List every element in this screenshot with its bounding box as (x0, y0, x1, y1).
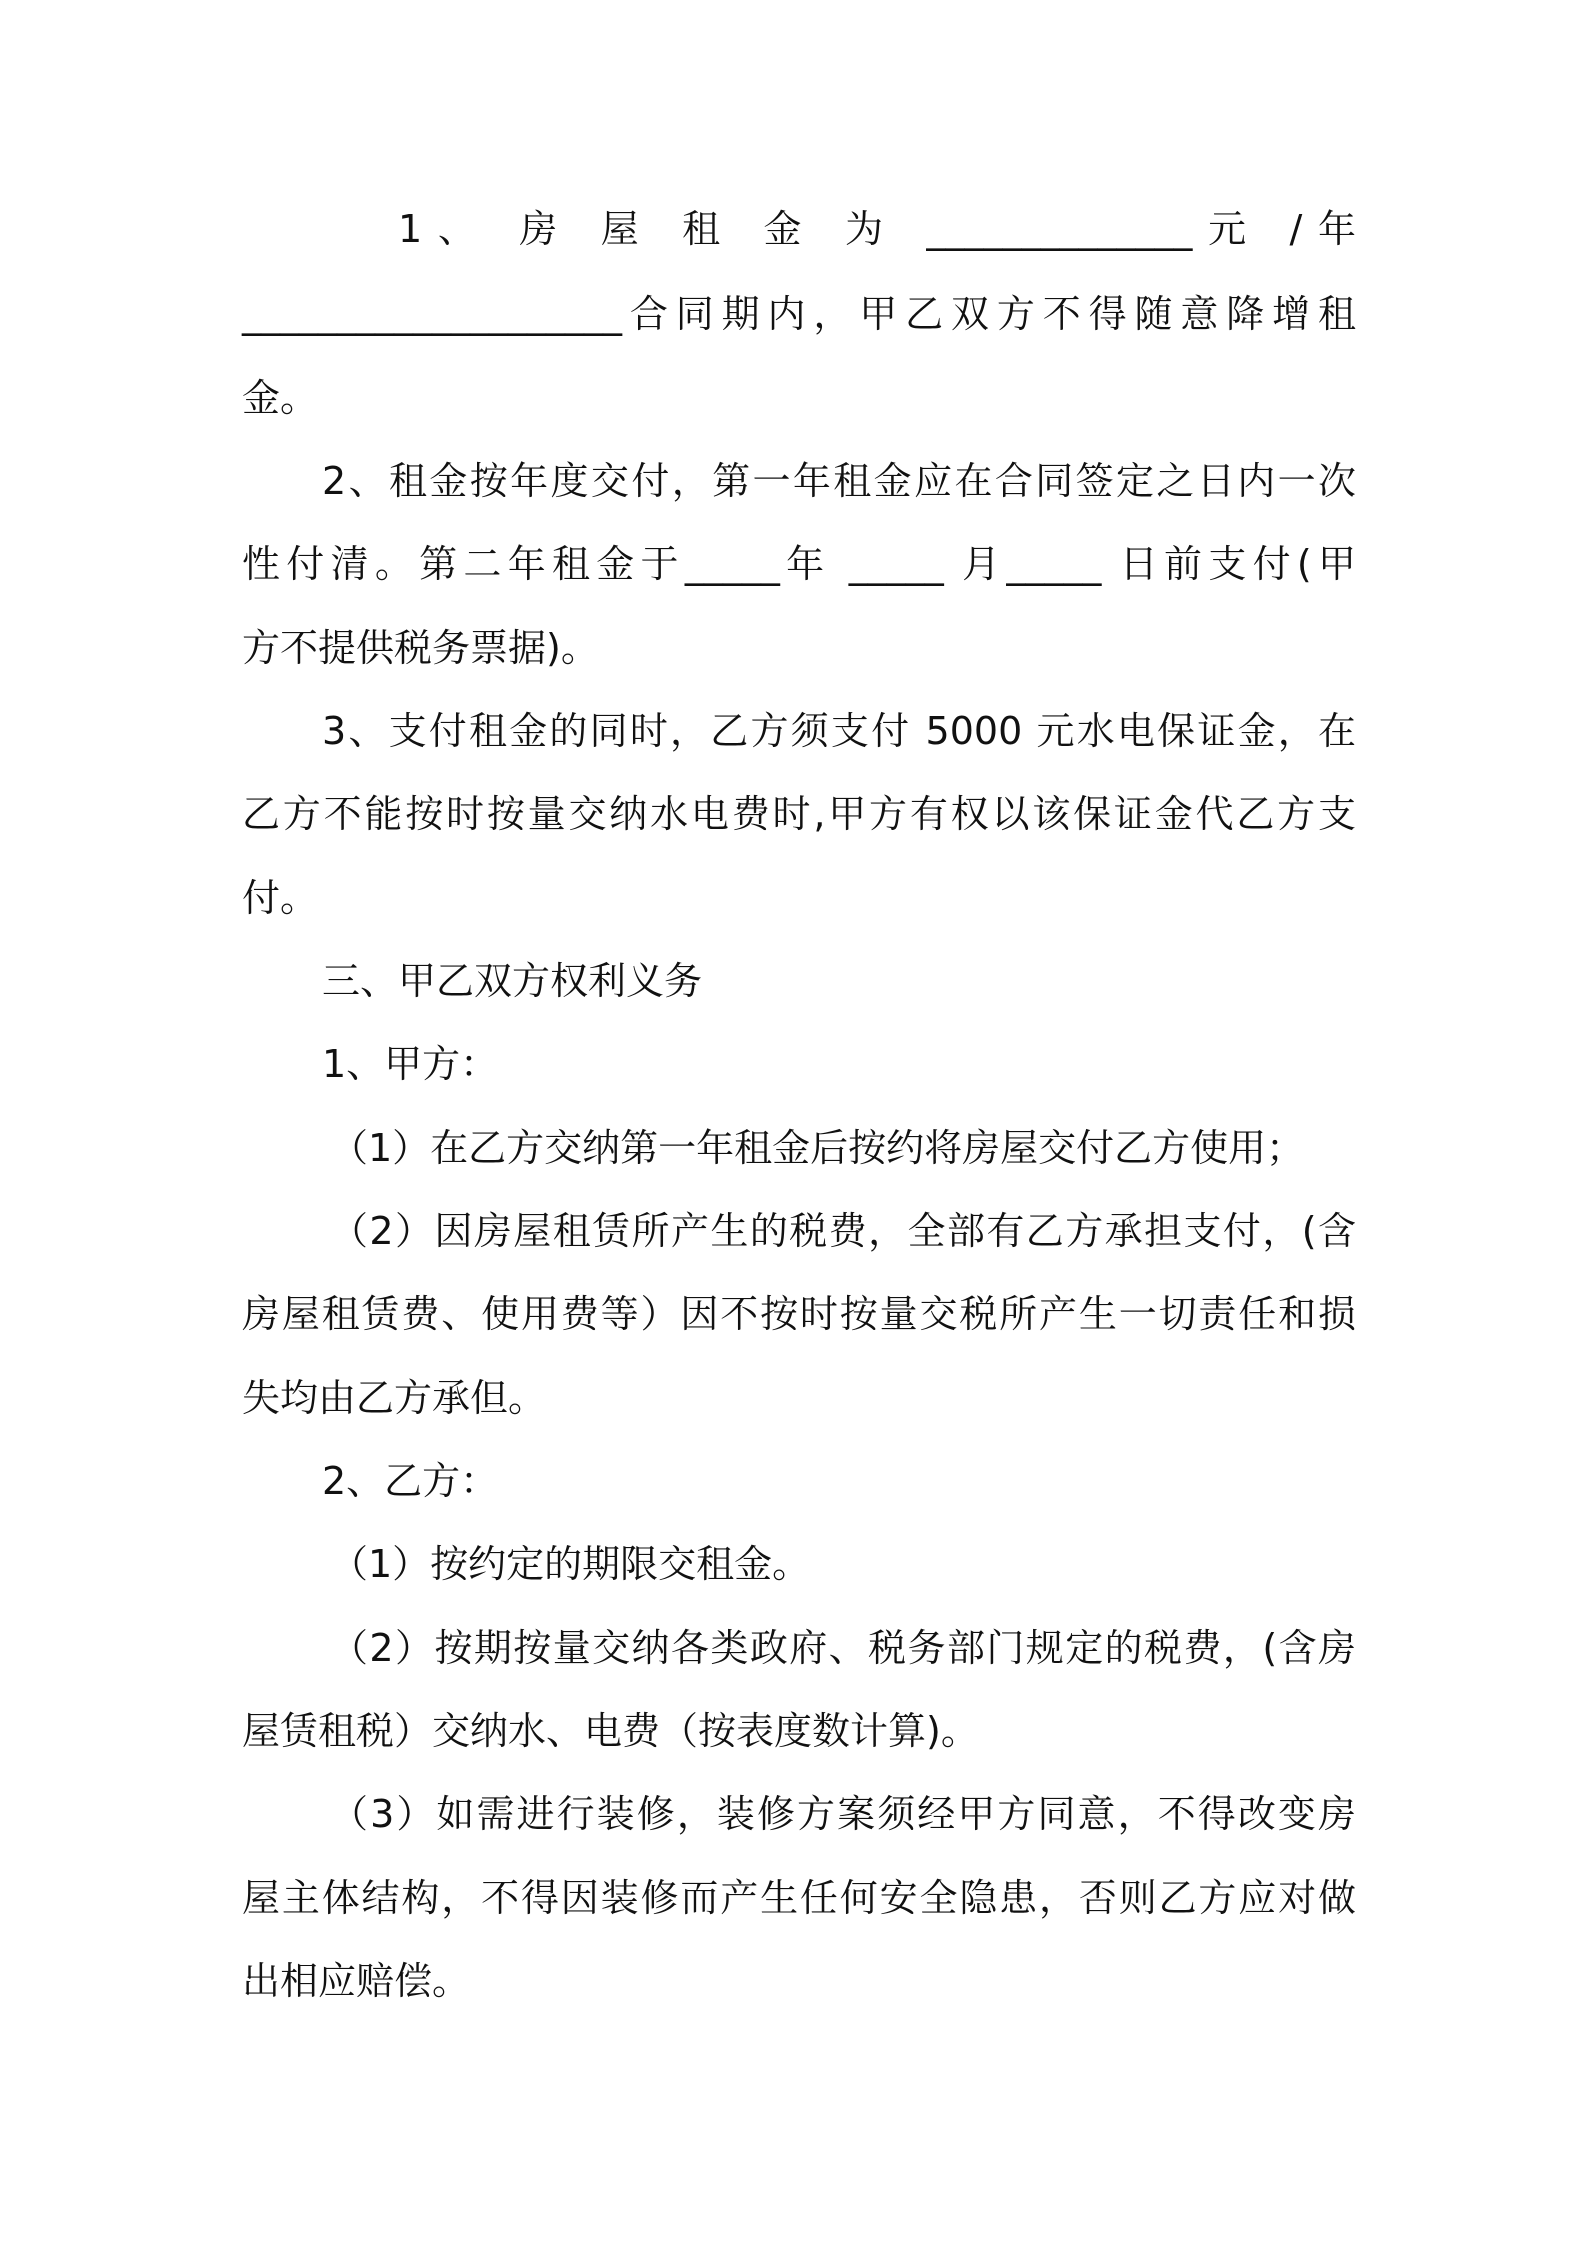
section-heading: 三、甲乙双方权利义务 (322, 959, 703, 1003)
second-year-payment-line: 性付清。第二年租金于_____年 _____ 月_____ 日前支付(甲 (242, 542, 1356, 586)
party-a-item-1: （1）在乙方交纳第一年租金后按约将房屋交付乙方使用； (330, 1126, 1305, 1170)
rent-amount-line: 1、 房 屋 租 金 为 ______________元 /年 (398, 207, 1356, 251)
paragraph-end-line: 方不提供税务票据)。 (242, 626, 599, 670)
paragraph-end-line: 失均由乙方承但。 (242, 1376, 547, 1420)
paragraph-end-line: 金。 (242, 376, 319, 420)
party-b-item-2-continued: 屋赁租税）交纳水、电费（按表度数计算)。 (242, 1709, 979, 1753)
deposit-clause-continued-line: 乙方不能按时按量交纳水电费时,甲方有权以该保证金代乙方支 (242, 792, 1356, 836)
party-a-item-2-continued: 房屋租赁费、使用费等）因不按时按量交税所产生一切责任和损 (242, 1292, 1356, 1336)
party-a-heading: 1、甲方： (322, 1042, 499, 1086)
payment-clause-line: 2、租金按年度交付，第一年租金应在合同签定之日内一次 (322, 459, 1356, 503)
contract-term-line: ____________________合同期内，甲乙双方不得随意降增租 (242, 292, 1356, 336)
party-b-item-1: （1）按约定的期限交租金。 (330, 1542, 811, 1586)
party-b-item-3-continued: 屋主体结构，不得因装修而产生任何安全隐患，否则乙方应对做 (242, 1876, 1356, 1920)
party-b-item-3: （3）如需进行装修，装修方案须经甲方同意，不得改变房 (330, 1792, 1356, 1836)
paragraph-end-line: 出相应赔偿。 (242, 1959, 471, 2003)
deposit-clause-line: 3、支付租金的同时，乙方须支付 5000 元水电保证金，在 (322, 709, 1356, 753)
party-a-item-2: （2）因房屋租赁所产生的税费，全部有乙方承担支付，(含 (330, 1209, 1356, 1253)
party-b-item-2: （2）按期按量交纳各类政府、税务部门规定的税费，(含房 (330, 1626, 1356, 1670)
paragraph-end-line: 付。 (242, 876, 319, 920)
party-b-heading: 2、乙方： (322, 1459, 499, 1503)
